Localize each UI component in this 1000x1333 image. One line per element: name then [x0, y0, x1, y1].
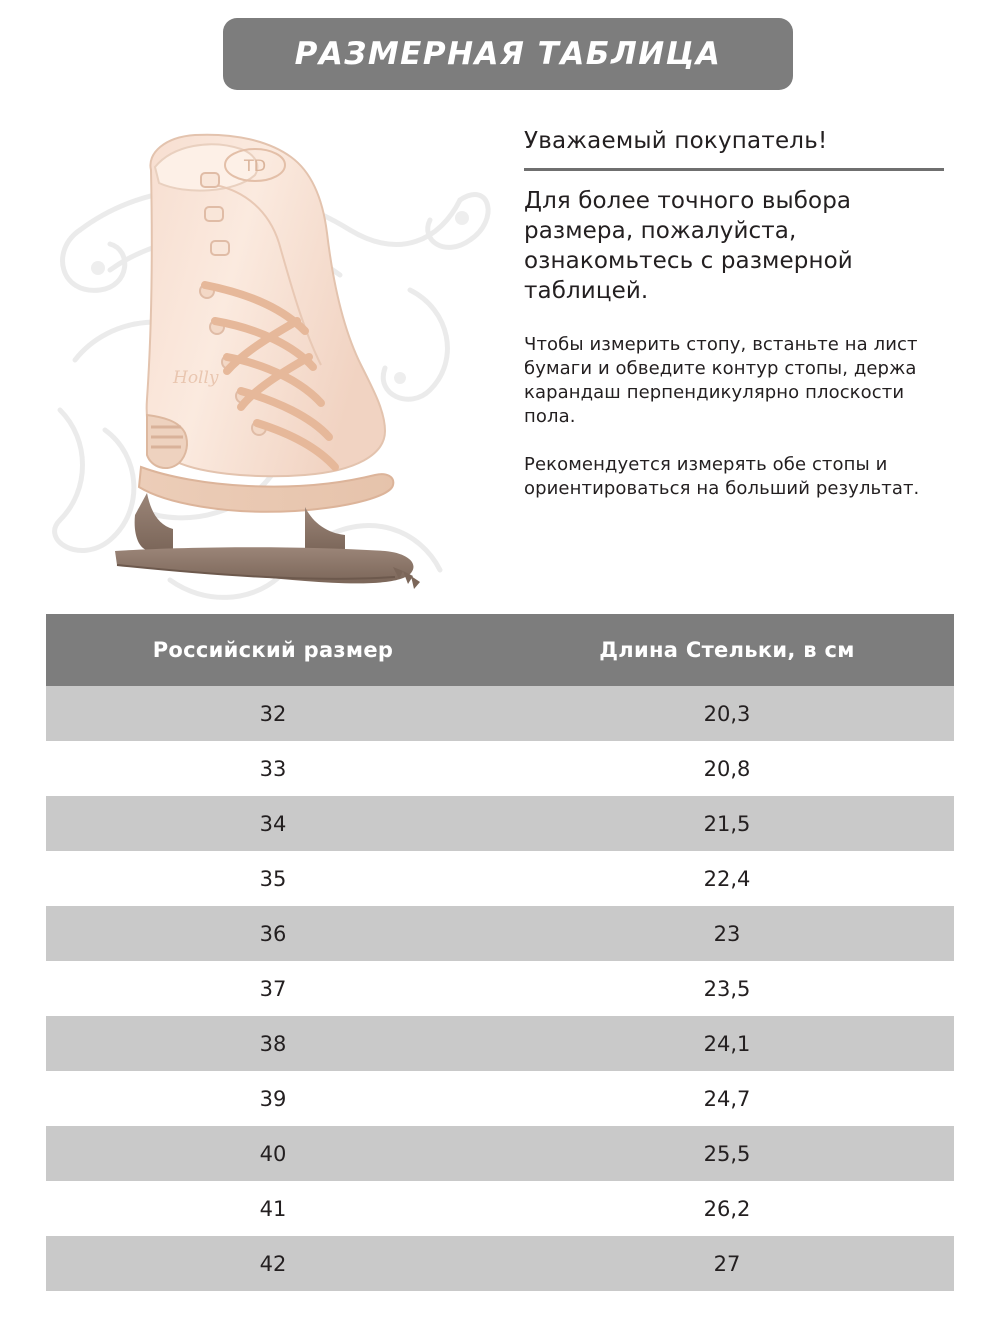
table-row — [46, 1181, 954, 1236]
top-section — [0, 100, 1000, 605]
cell-insole-length: 24,1 — [500, 1016, 954, 1071]
cell-ru-size: 40 — [46, 1126, 500, 1181]
size-table — [46, 614, 954, 1291]
cell-ru-size: 36 — [46, 906, 500, 961]
table-row — [46, 1016, 954, 1071]
lead-text: Для более точного выбора размера, пожалуйста, ознакомьтесь с размерной таблицей. — [524, 188, 853, 304]
table-body — [46, 686, 954, 1291]
table-header-row — [46, 614, 954, 686]
table-row — [46, 686, 954, 741]
cell-insole-length: 24,7 — [500, 1071, 954, 1126]
page-title: РАЗМЕРНАЯ ТАБЛИЦА — [294, 36, 722, 72]
cell-ru-size: 38 — [46, 1016, 500, 1071]
figure-skate-photo — [55, 115, 455, 595]
intro-text-column — [524, 128, 954, 525]
table-row — [46, 1071, 954, 1126]
column-header-insole-length: Длина Стельки, в см — [500, 614, 954, 686]
cell-ru-size: 41 — [46, 1181, 500, 1236]
recommendation-text: Рекомендуется измерять обе стопы и ориентироваться на больший результат. — [524, 454, 920, 500]
measure-instructions-text: Чтобы измерить стопу, встаньте на лист бумаги и обведите контур стопы, держа карандаш перпендикулярно плоскости пола. — [524, 333, 918, 427]
table-row — [46, 1126, 954, 1181]
cell-insole-length: 25,5 — [500, 1126, 954, 1181]
cell-insole-length: 20,3 — [500, 686, 954, 741]
cell-insole-length: 23 — [500, 906, 954, 961]
table-row — [46, 851, 954, 906]
cell-ru-size: 35 — [46, 851, 500, 906]
cell-insole-length: 20,8 — [500, 741, 954, 796]
cell-ru-size: 42 — [46, 1236, 500, 1291]
table-row — [46, 796, 954, 851]
table-row — [46, 741, 954, 796]
table-row — [46, 961, 954, 1016]
cell-ru-size: 32 — [46, 686, 500, 741]
divider-rule — [524, 168, 944, 171]
table-row — [46, 906, 954, 961]
cell-insole-length: 23,5 — [500, 961, 954, 1016]
cell-ru-size: 33 — [46, 741, 500, 796]
table-row — [46, 1236, 954, 1291]
cell-insole-length: 22,4 — [500, 851, 954, 906]
cell-insole-length: 21,5 — [500, 796, 954, 851]
cell-ru-size: 34 — [46, 796, 500, 851]
header-banner — [223, 18, 793, 90]
column-header-ru-size: Российский размер — [46, 614, 500, 686]
greeting-text: Уважаемый покупатель! — [524, 128, 828, 154]
model-script-label: Holly — [173, 368, 219, 388]
cell-ru-size: 37 — [46, 961, 500, 1016]
cell-insole-length: 26,2 — [500, 1181, 954, 1236]
cell-insole-length: 27 — [500, 1236, 954, 1291]
cell-ru-size: 39 — [46, 1071, 500, 1126]
svg-text:TD: TD — [243, 156, 267, 175]
